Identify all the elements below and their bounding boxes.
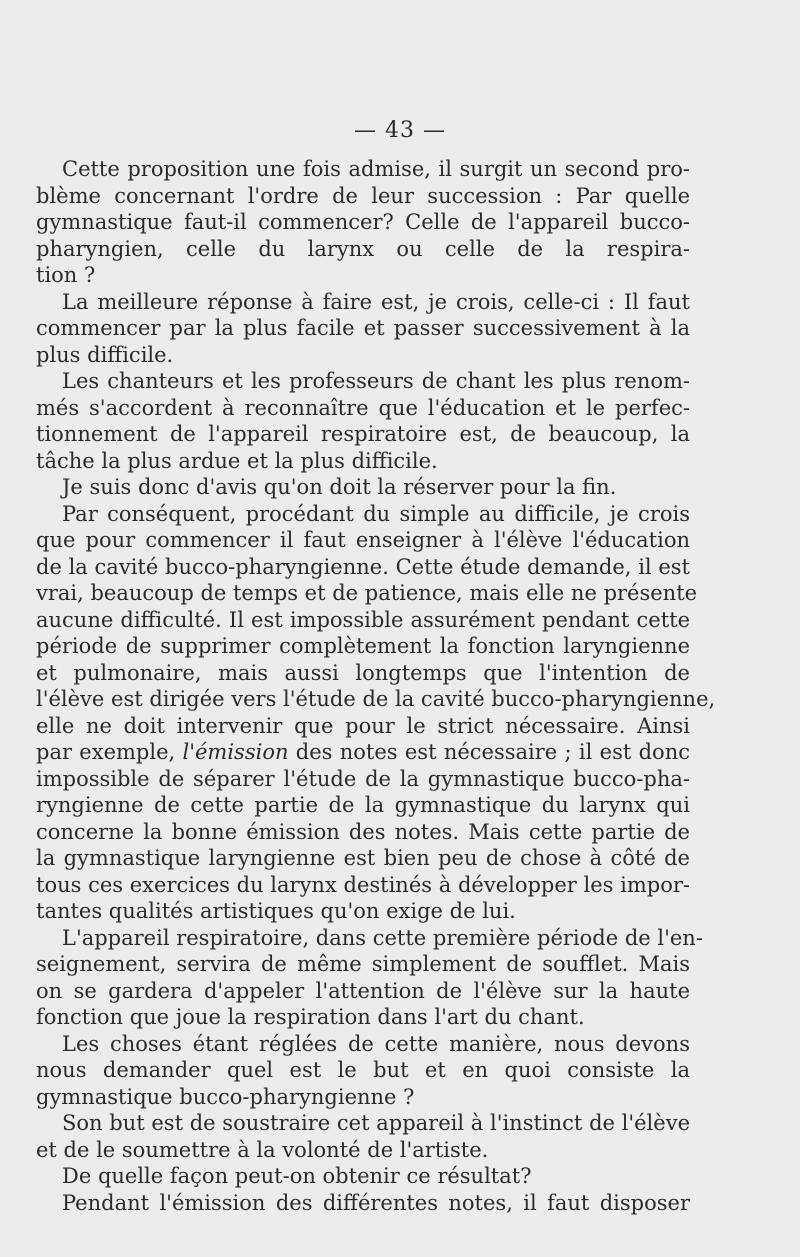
text-line: Cette proposition une fois admise, il surgit un second pro-: [62, 157, 690, 181]
text-segment: des notes est nécessaire ; il est donc: [288, 740, 690, 764]
text-line: gymnastique bucco-pharyngienne ?: [36, 1084, 415, 1109]
text-line: Par conséquent, procédant du simple au difficile, je crois: [62, 501, 690, 526]
text-line: on se gardera d'appeler l'attention de l'élève sur la haute: [36, 978, 690, 1003]
text-line: pharyngien, celle du larynx ou celle de la respira-: [36, 236, 690, 261]
text-line: Les chanteurs et les professeurs de chant les plus renom-: [62, 369, 690, 393]
text-line: blème concernant l'ordre de leur succession : Par quelle: [36, 183, 690, 208]
text-line: De quelle façon peut-on obtenir ce résultat?: [62, 1164, 532, 1188]
text-line: et de le soumettre à la volonté de l'artiste.: [36, 1137, 489, 1162]
text-line: impossible de séparer l'étude de la gymnastique bucco-pha-: [36, 766, 690, 791]
text-line: tionnement de l'appareil respiratoire est, de beaucoup, la: [36, 422, 690, 446]
body-text: [36, 156, 716, 1216]
text-line: nous demander quel est le but et en quoi consiste la: [36, 1058, 690, 1082]
text-line: més s'accordent à reconnaître que l'éducation et le perfec-: [36, 395, 690, 420]
text-line: seignement, servira de même simplement de soufflet. Mais: [36, 952, 690, 976]
text-line: L'appareil respiratoire, dans cette première période de l'en-: [62, 925, 703, 950]
text-line: plus difficile.: [36, 342, 174, 367]
text-line: Son but est de soustraire cet appareil à l'instinct de l'élève: [62, 1111, 690, 1135]
text-line: commencer par la plus facile et passer successivement à la: [36, 316, 690, 340]
text-line: que pour commencer il faut enseigner à l'élève l'éducation: [36, 528, 690, 552]
text-line: ryngienne de cette partie de la gymnastique du larynx qui: [36, 793, 690, 817]
text-line: elle ne doit intervenir que pour le strict nécessaire. Ainsi: [36, 713, 690, 738]
text-line: tous ces exercices du larynx destinés à développer les impor-: [36, 872, 690, 897]
text-line: tion ?: [36, 263, 96, 287]
text-line: période de supprimer complètement la fonction laryngienne: [36, 634, 690, 658]
text-line: Pendant l'émission des différentes notes, il faut disposer: [62, 1190, 690, 1215]
text-line: tantes qualités artistiques qu'on exige de lui.: [36, 899, 516, 923]
text-line: Je suis donc d'avis qu'on doit la réserver pour la fin.: [62, 475, 617, 499]
text-line: La meilleure réponse à faire est, je crois, celle-ci : Il faut: [62, 289, 690, 314]
text-line: et pulmonaire, mais aussi longtemps que l'intention de: [36, 660, 690, 685]
text-line: vrai, beaucoup de temps et de patience, mais elle ne présente: [36, 581, 698, 605]
text-segment: par exemple,: [36, 740, 183, 764]
text-line: concerne la bonne émission des notes. Mais cette partie de: [36, 819, 690, 844]
text-line: aucune difficulté. Il est impossible assurément pendant cette: [36, 607, 690, 632]
italic-term: l'émission: [182, 740, 289, 764]
text-line: fonction que joue la respiration dans l'art du chant.: [36, 1005, 585, 1029]
text-line: [36, 739, 690, 766]
text-line: la gymnastique laryngienne est bien peu de chose à côté de: [36, 846, 690, 870]
text-line: tâche la plus ardue et la plus difficile.: [36, 448, 438, 473]
text-line: Les choses étant réglées de cette manière, nous devons: [62, 1031, 690, 1056]
text-line: de la cavité bucco-pharyngienne. Cette étude demande, il est: [36, 554, 690, 579]
text-line: l'élève est dirigée vers l'étude de la cavité bucco-pharyngienne,: [36, 687, 716, 711]
page-number: — 43 —: [354, 118, 446, 143]
text-line: gymnastique faut-il commencer? Celle de l'appareil bucco-: [36, 210, 690, 234]
